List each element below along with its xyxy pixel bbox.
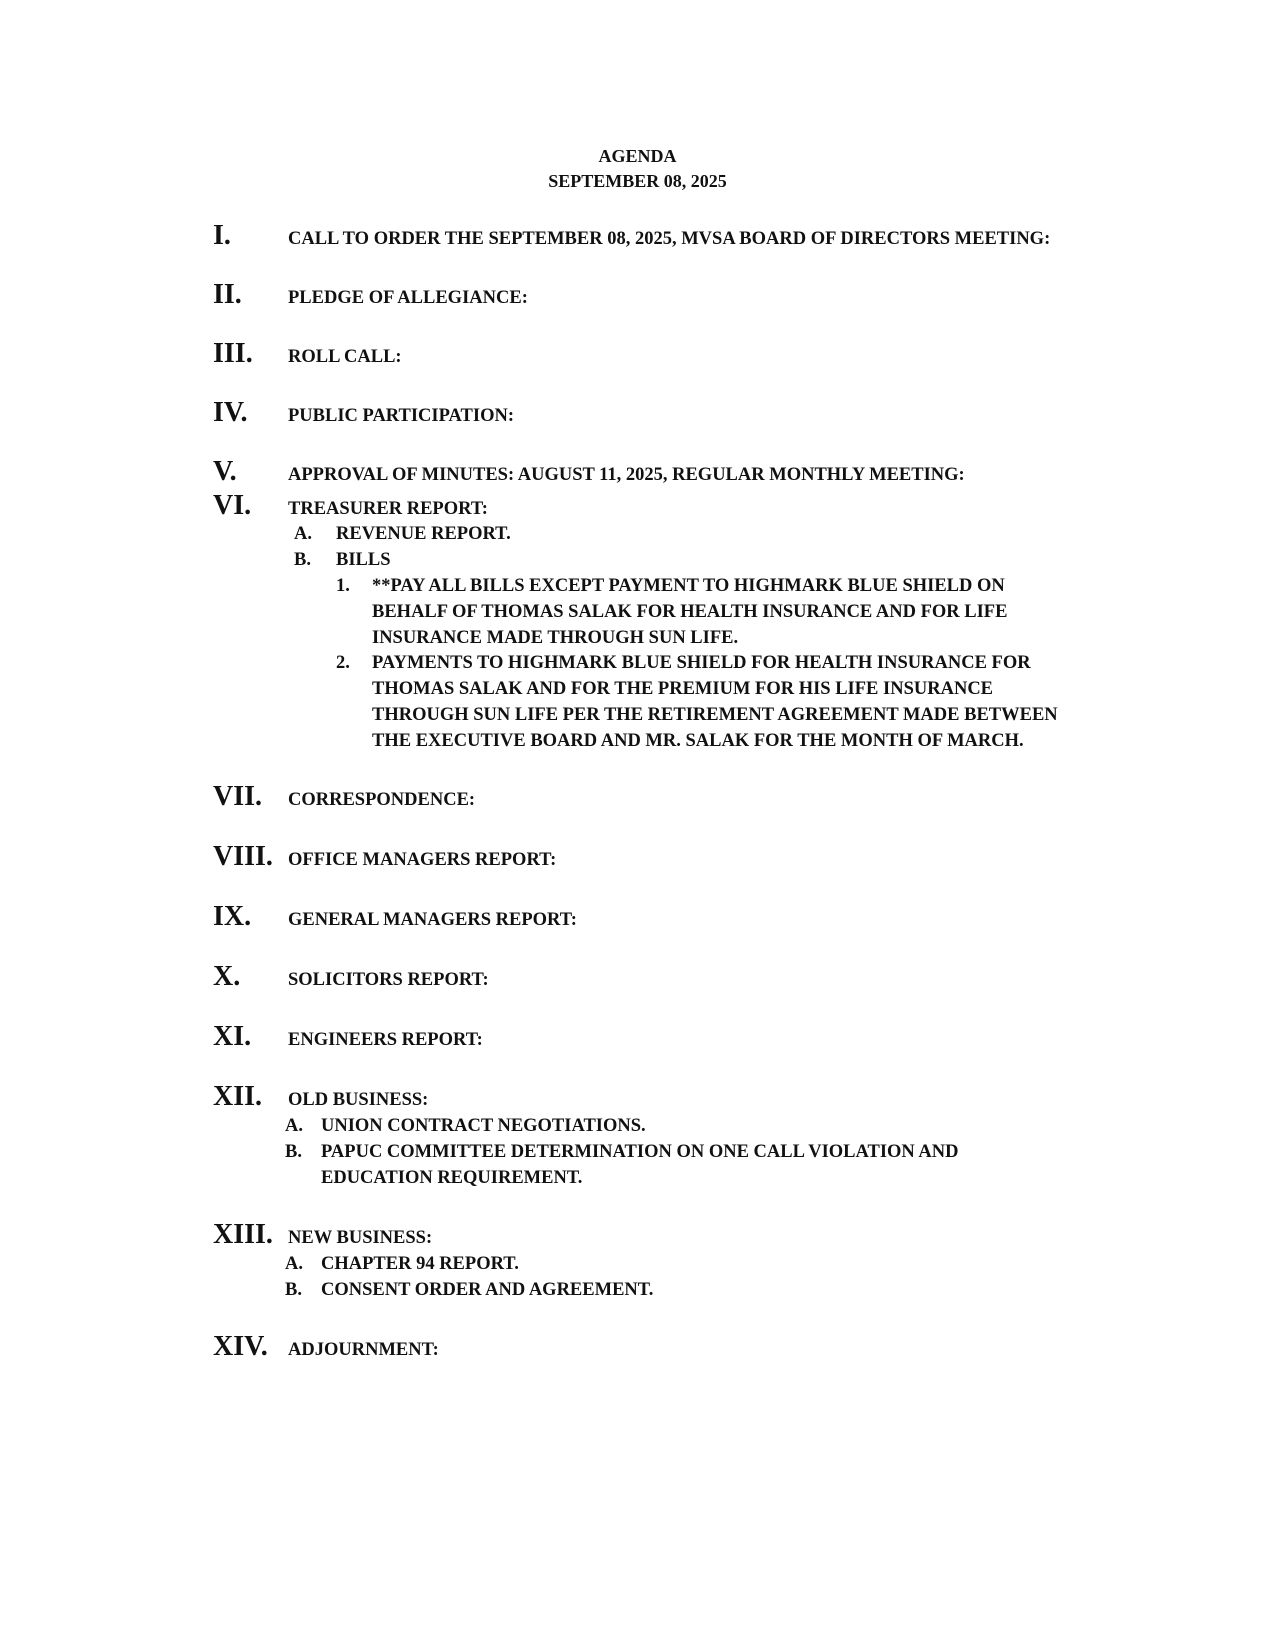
section-title: CORRESPONDENCE: — [288, 790, 476, 810]
section-numeral: VI. — [213, 490, 252, 521]
item-label: 2. — [336, 653, 350, 673]
section-numeral: IV. — [213, 397, 248, 428]
subitem-text: UNION CONTRACT NEGOTIATIONS. — [321, 1116, 646, 1136]
section-numeral: VII. — [213, 781, 263, 812]
section-title: PUBLIC PARTICIPATION: — [288, 406, 514, 426]
item-line: BEHALF OF THOMAS SALAK FOR HEALTH INSURANCE AND FOR LIFE — [372, 602, 1008, 622]
subitem-text: CHAPTER 94 REPORT. — [321, 1254, 519, 1274]
section-numeral: X. — [213, 961, 241, 992]
subitem-text: REVENUE REPORT. — [336, 524, 511, 544]
subitem-label: B. — [294, 550, 311, 570]
agenda-date: SEPTEMBER 08, 2025 — [548, 171, 727, 191]
subitem-label: B. — [285, 1142, 302, 1162]
section-numeral: XIII. — [213, 1219, 273, 1250]
subitem-text: PAPUC COMMITTEE DETERMINATION ON ONE CALL VIOLATION AND — [321, 1142, 959, 1162]
item-line: THE EXECUTIVE BOARD AND MR. SALAK FOR THE MONTH OF MARCH. — [372, 731, 1024, 751]
section-title: APPROVAL OF MINUTES: AUGUST 11, 2025, REGULAR MONTHLY MEETING: — [288, 465, 965, 485]
section-title: SOLICITORS REPORT: — [288, 970, 489, 990]
item-line: **PAY ALL BILLS EXCEPT PAYMENT TO HIGHMARK BLUE SHIELD ON — [372, 576, 1005, 596]
section-title: TREASURER REPORT: — [288, 499, 488, 519]
section-numeral: VIII. — [213, 841, 273, 872]
subitem-label: A. — [294, 524, 312, 544]
subitem-label: A. — [285, 1254, 303, 1274]
section-title: OLD BUSINESS: — [288, 1090, 429, 1110]
section-title: ROLL CALL: — [288, 347, 402, 367]
subitem-text: BILLS — [336, 550, 391, 570]
section-numeral: XIV. — [213, 1331, 268, 1362]
subitem-text: CONSENT ORDER AND AGREEMENT. — [321, 1280, 654, 1300]
section-title: PLEDGE OF ALLEGIANCE: — [288, 288, 528, 308]
section-numeral: XI. — [213, 1021, 252, 1052]
section-numeral: IX. — [213, 901, 252, 932]
section-title: CALL TO ORDER THE SEPTEMBER 08, 2025, MVSA BOARD OF DIRECTORS MEETING: — [288, 229, 1051, 249]
section-title: ADJOURNMENT: — [288, 1340, 439, 1360]
section-numeral: V. — [213, 456, 237, 487]
section-title: OFFICE MANAGERS REPORT: — [288, 850, 557, 870]
section-title: ENGINEERS REPORT: — [288, 1030, 483, 1050]
section-title: NEW BUSINESS: — [288, 1228, 433, 1248]
section-title: GENERAL MANAGERS REPORT: — [288, 910, 577, 930]
subitem-label: B. — [285, 1280, 302, 1300]
subitem-text: EDUCATION REQUIREMENT. — [321, 1168, 583, 1188]
section-numeral: I. — [213, 220, 231, 251]
section-numeral: XII. — [213, 1081, 263, 1112]
item-line: PAYMENTS TO HIGHMARK BLUE SHIELD FOR HEALTH INSURANCE FOR — [372, 653, 1031, 673]
item-line: THROUGH SUN LIFE PER THE RETIREMENT AGREEMENT MADE BETWEEN — [372, 705, 1058, 725]
section-numeral: II. — [213, 279, 242, 310]
item-label: 1. — [336, 576, 350, 596]
agenda-title: AGENDA — [598, 146, 677, 166]
subitem-label: A. — [285, 1116, 303, 1136]
item-line: INSURANCE MADE THROUGH SUN LIFE. — [372, 628, 739, 648]
item-line: THOMAS SALAK AND FOR THE PREMIUM FOR HIS LIFE INSURANCE — [372, 679, 994, 699]
section-numeral: III. — [213, 338, 253, 369]
